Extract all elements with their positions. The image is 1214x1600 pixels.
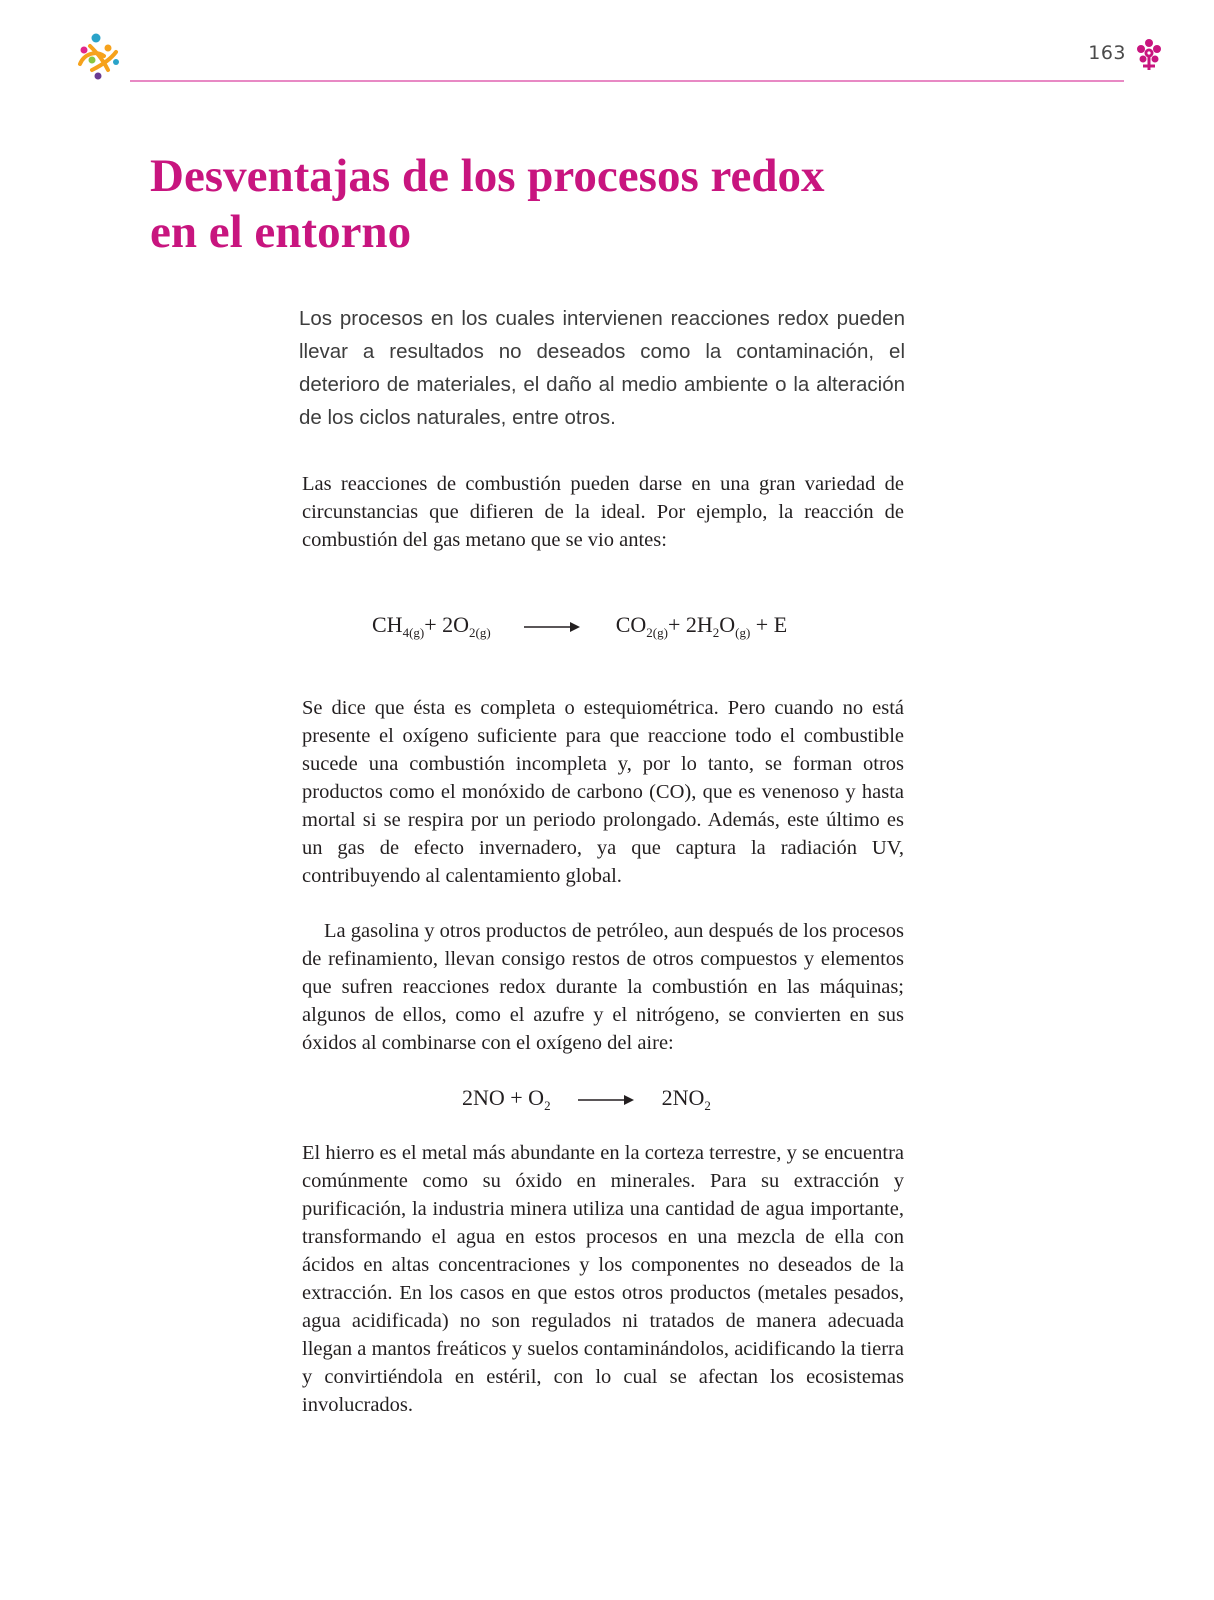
eq1-reactant-1: CH: [372, 612, 403, 637]
dots-figure-logo-icon: [70, 30, 126, 86]
eq1-product-1-sub: 2(g): [646, 625, 668, 640]
eq1-energy: + E: [755, 612, 788, 637]
flower-ornament-icon: [1134, 38, 1164, 72]
body-paragraph-2: Se dice que ésta es completa o estequiométrica. Pero cuando no está presente el oxígeno suficiente para que reaccione todo el combustible sucede una combustión incompleta y, por lo tanto, se forman otros productos como el monóxido de carbono (CO), que es venenoso y hasta mortal si se respira por un periodo prolongado. Además, este último es un gas de efecto invernadero, ya que captura la radiación UV, contribuyendo al calentamiento global.: [302, 697, 904, 887]
eq1-product-2-sub-2: (g): [735, 625, 751, 640]
eq1-product-2: + 2H: [667, 612, 713, 637]
methane-combustion-equation: [372, 610, 892, 640]
body-paragraph-4: El hierro es el metal más abundante en la corteza terrestre, y se encuentra comúnmente como su óxido en minerales. Para su extracción y purificación, la industria minera utiliza una cantidad de agua importante, transformando el agua en estos procesos en una mezcla de ella con ácidos en altas concentraciones y los componentes no deseados de la extracción. En los casos en que estos otros productos (metales pesados, agua acidificada) no son regulados ni tratados de manera adecuada llegan a mantos freáticos y suelos contaminándolos, acidificando la tierra y convirtiéndola en estéril, con lo cual se afectan los ecosistemas involucrados.: [302, 1142, 904, 1416]
eq2-product-sub: 2: [704, 1098, 711, 1113]
page-title-line-1: Desventajas de los procesos redox: [150, 150, 825, 202]
reaction-arrow-icon: [524, 620, 580, 634]
eq1-product-2-o: O: [719, 612, 736, 637]
page-number: 163: [1088, 42, 1126, 64]
intro-paragraph: Los procesos en los cuales intervienen reacciones redox pueden llevar a resultados no deseados como la contaminación, el deterioro de materiales, el daño al medio ambiente o la alteración de los ciclos naturales, entre otros.: [299, 307, 905, 429]
eq1-reactant-2-sub: 2(g): [469, 625, 491, 640]
nitrogen-oxide-equation: [462, 1083, 802, 1113]
eq2-reactants: 2NO + O: [462, 1085, 545, 1110]
eq2-reactants-sub: 2: [544, 1098, 551, 1113]
eq2-product: 2NO: [661, 1085, 705, 1110]
eq1-reactant-1-sub: 4(g): [402, 625, 425, 640]
eq1-reactant-2: + 2O: [424, 612, 470, 637]
page-title-line-2: en el entorno: [150, 206, 412, 258]
eq1-product-2-sub-1: 2: [712, 625, 720, 640]
page-title: [150, 148, 1010, 260]
eq1-product-1: CO: [615, 612, 647, 637]
header-rule: [130, 80, 1124, 82]
reaction-arrow-icon: [578, 1093, 634, 1107]
body-paragraph-3: La gasolina y otros productos de petróleo, aun después de los procesos de refinamiento, llevan consigo restos de otros compuestos y elementos que sufren reacciones redox durante la combustión en las máquinas; algunos de ellos, como el azufre y el nitrógeno, se convierten en sus óxidos al combinarse con el oxígeno del aire:: [302, 920, 904, 1054]
body-paragraph-1: Las reacciones de combustión pueden darse en una gran variedad de circunstancias que difieren de la ideal. Por ejemplo, la reacción de combustión del gas metano que se vio antes:: [302, 473, 904, 551]
